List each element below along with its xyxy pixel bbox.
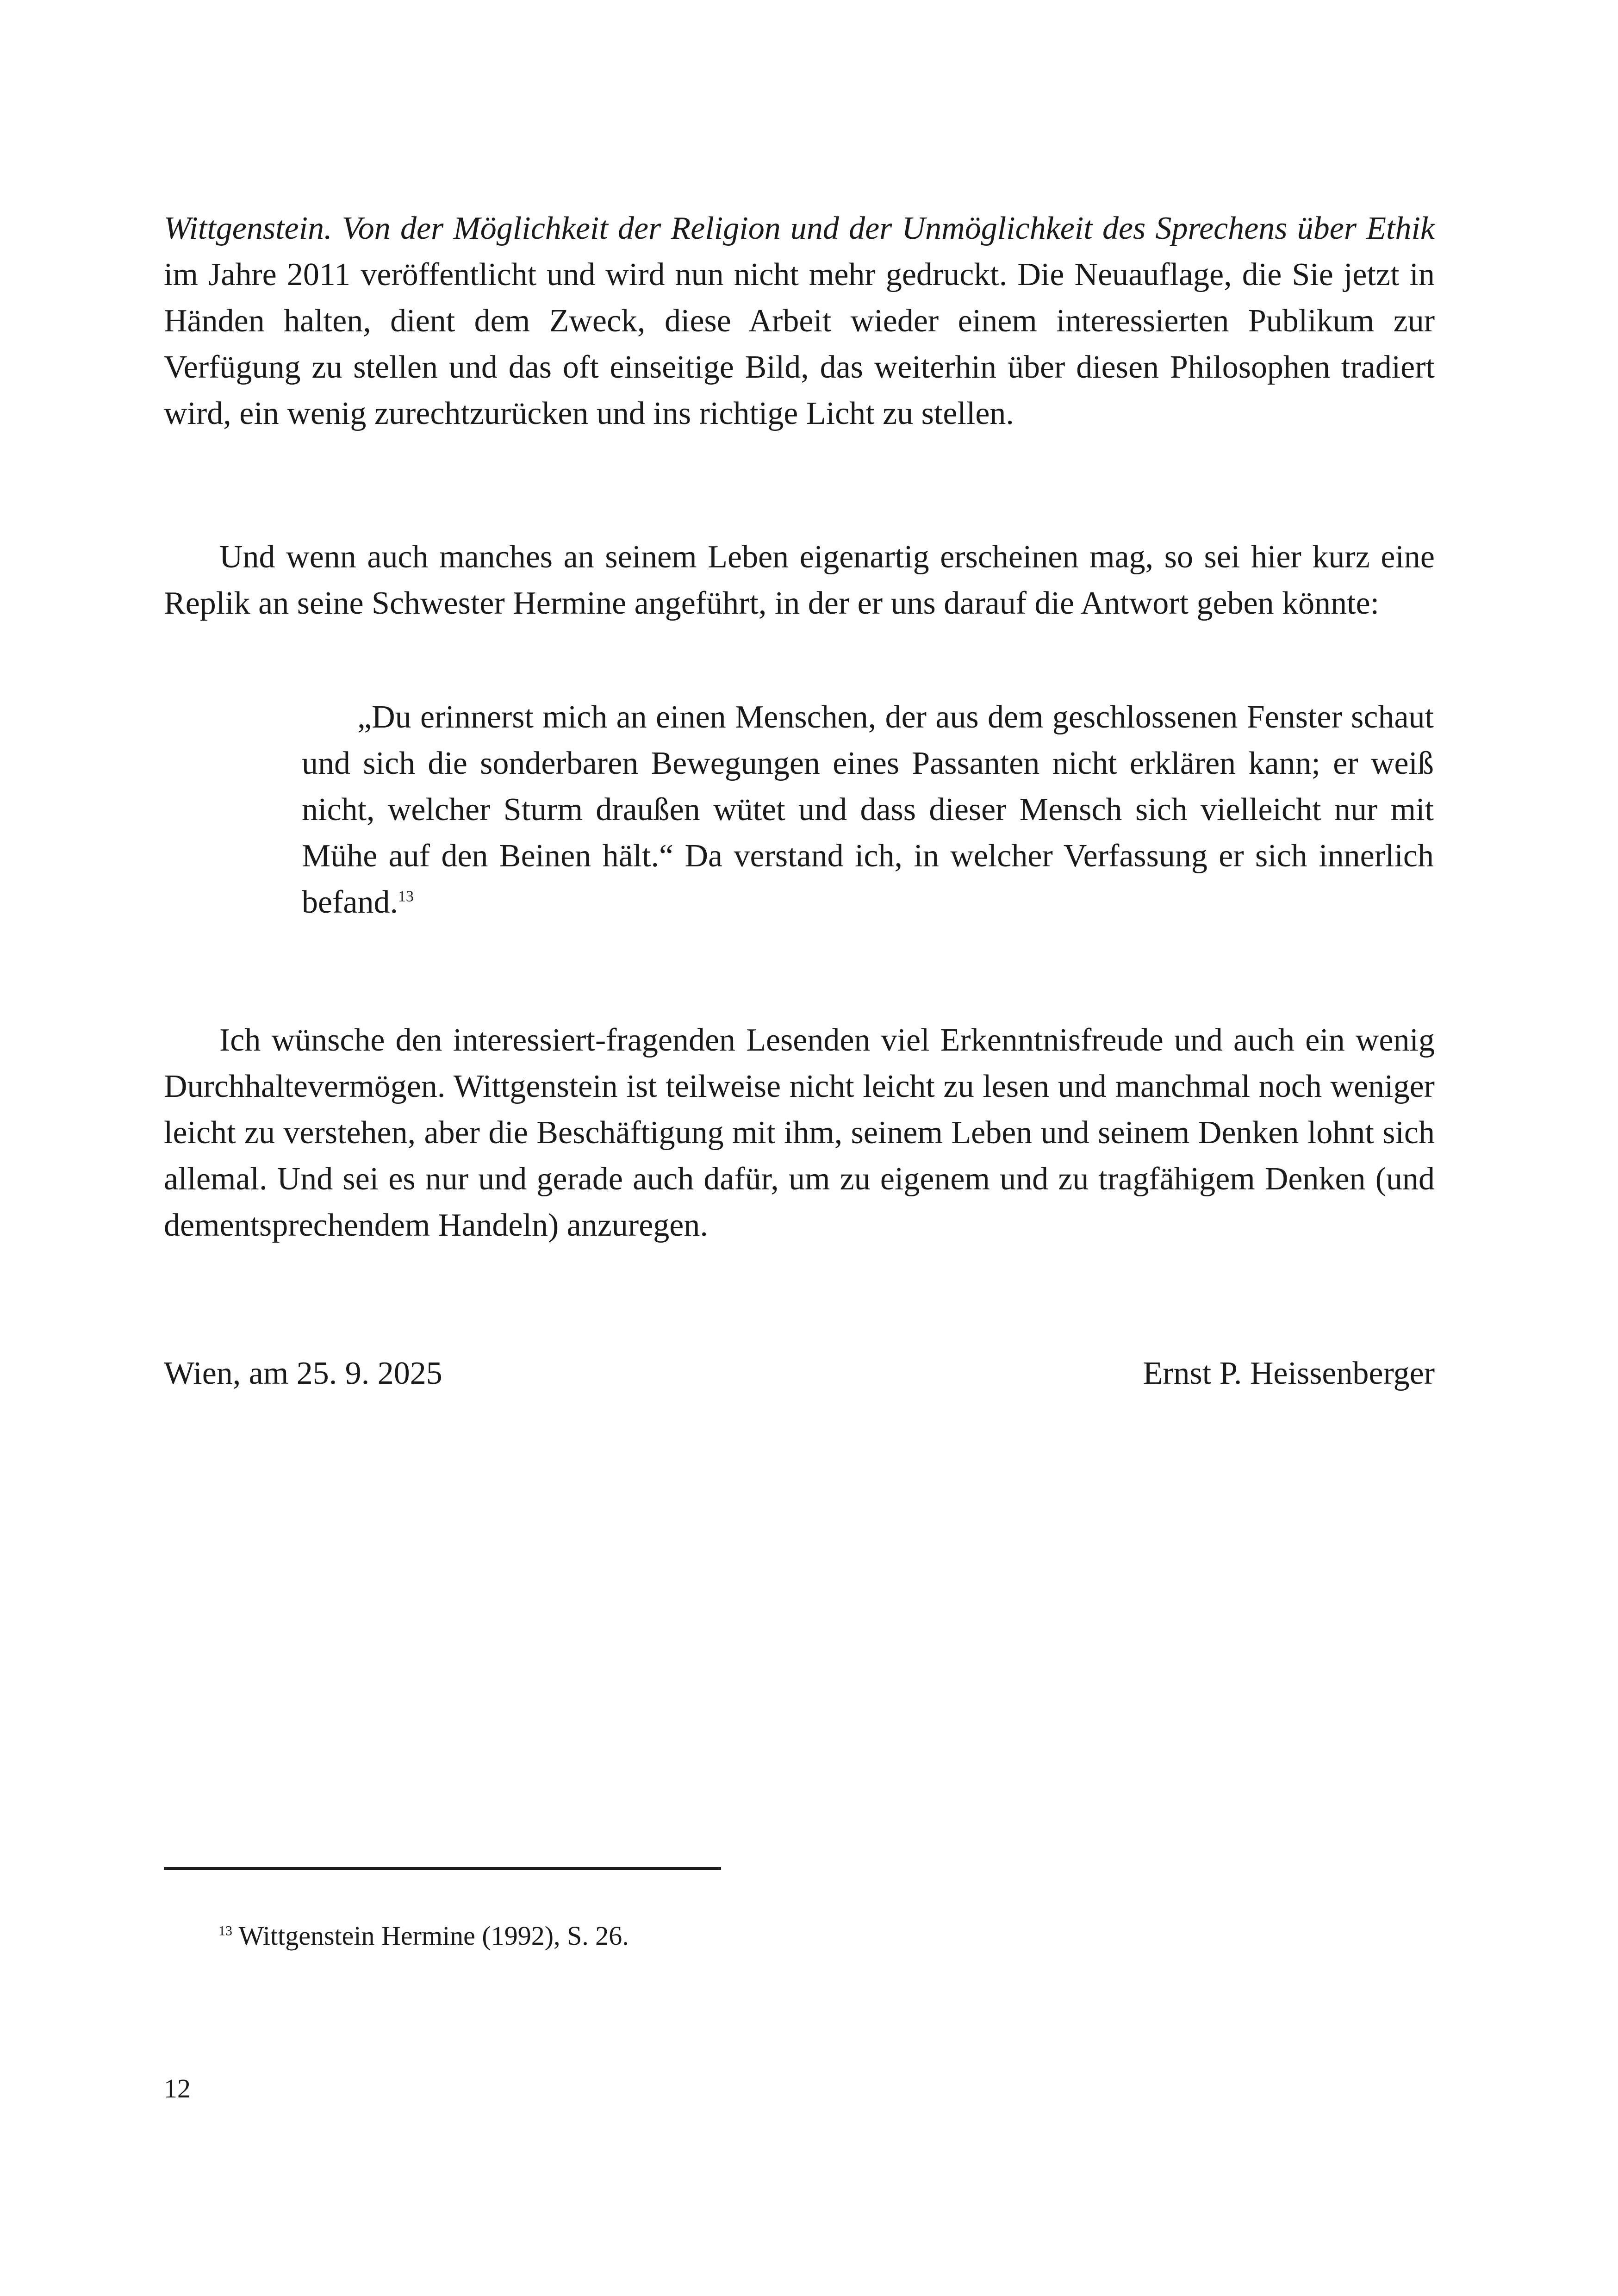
footnote-reference: 13 xyxy=(398,888,414,905)
intro-paragraph-text: im Jahre 2011 veröffentlicht und wird nun nicht mehr gedruckt. Die Neuauflage, die Sie jetzt in Händen halten, dient dem Zweck, diese Arbeit wieder einem interessierten Publikum zur Verfügung zu stellen und das oft einseitige Bild, das weiterhin über diesen Philosophen tradiert wird, ein wenig zurechtzurücken und ins richtige Licht zu stellen. xyxy=(164,257,1435,431)
footnote-separator xyxy=(164,1867,721,1870)
book-title-italic: Wittgenstein. Von der Möglichkeit der Religion und der Unmöglichkeit des Sprechens über Ethik xyxy=(164,211,1435,246)
footnote xyxy=(218,1915,629,1957)
replik-paragraph: Und wenn auch manches an seinem Leben eigenartig erscheinen mag, so sei hier kurz eine Replik an seine Schwester Hermine angeführt, in der er uns darauf die Antwort geben könnte: xyxy=(164,539,1435,621)
author-name: Ernst P. Heissenberger xyxy=(1143,1356,1435,1391)
intro-paragraph xyxy=(164,205,1435,437)
page-number: 12 xyxy=(164,2073,191,2103)
signature-line xyxy=(164,1350,1435,1397)
closing-paragraph: Ich wünsche den interessiert-fragenden Lesenden viel Erkenntnisfreude und auch ein wenig Durchhaltevermögen. Wittgenstein ist teilweise nicht leicht zu lesen und manchmal noch weniger leicht zu verstehen, aber die Beschäftigung mit ihm, seinem Leben und seinem Denken lohnt sich allemal. Und sei es nur und gerade auch dafür, um zu eigenem und zu tragfähigem Denken (und dementsprechendem Handeln) anzuregen. xyxy=(164,1022,1435,1243)
place-and-date: Wien, am 25. 9. 2025 xyxy=(164,1356,442,1391)
quote-text: „Du erinnerst mich an einen Menschen, der aus dem geschlossenen Fenster schaut und sich die sonderbaren Bewegungen eines Passanten nicht erklären kann; er weiß nicht, welcher Sturm draußen wütet und dass dieser Mensch sich vielleicht nur mit Mühe auf den Beinen hält.“ Da verstand ich, in welcher Verfassung er sich innerlich befand. xyxy=(302,699,1434,920)
block-quote xyxy=(302,694,1434,926)
footnote-number: 13 xyxy=(218,1923,232,1939)
footnote-text: Wittgenstein Hermine (1992), S. 26. xyxy=(238,1921,629,1951)
